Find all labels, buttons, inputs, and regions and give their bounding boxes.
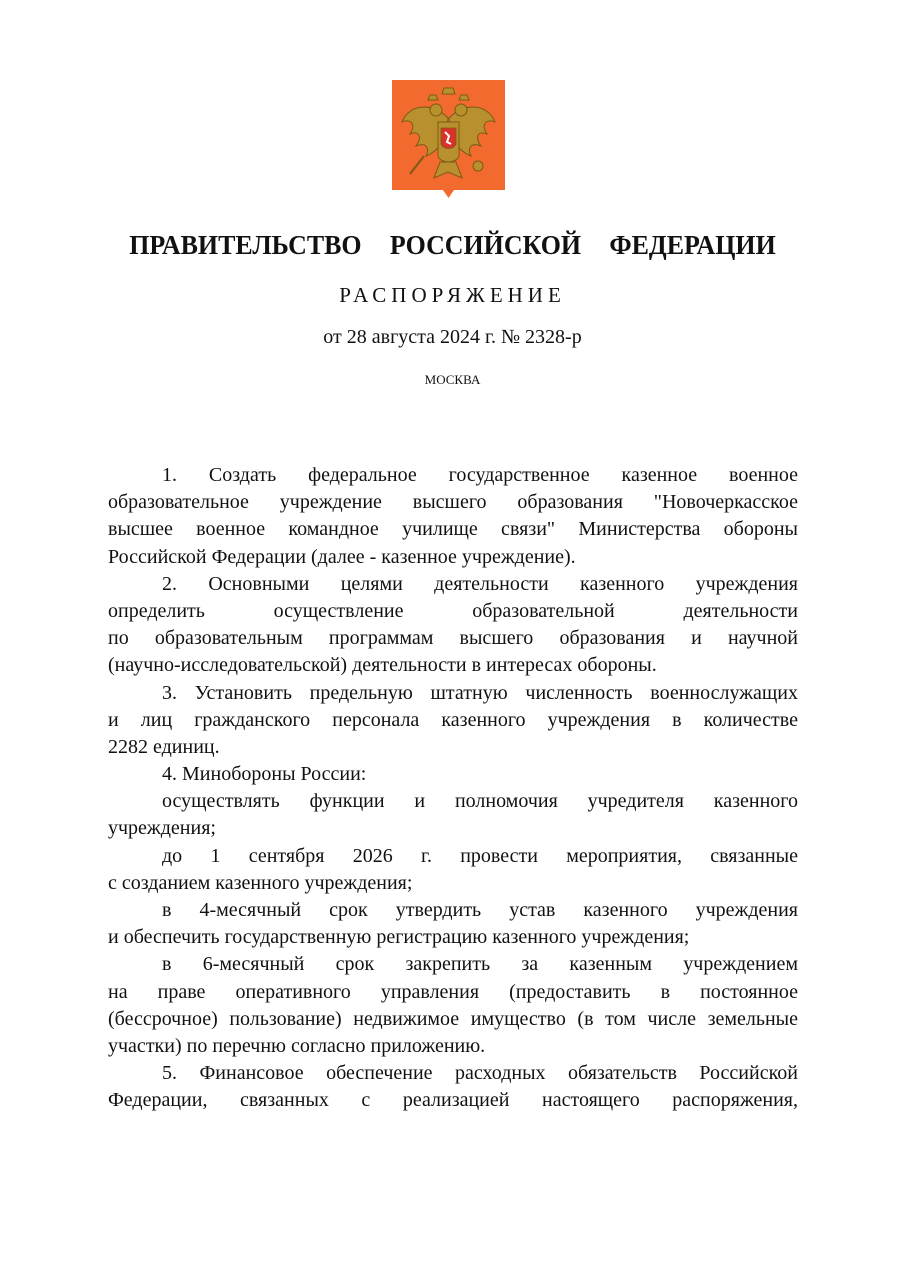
document-line: 1. Создать федеральное государственное казенное военное xyxy=(162,464,798,486)
document-line: на праве оперативного управления (предоставить в постоянное xyxy=(108,980,798,1003)
document-body xyxy=(108,462,798,1115)
document-line: по образовательным программам высшего образования и научной xyxy=(108,627,798,650)
coat-of-arms-emblem xyxy=(390,78,507,208)
document-line: и обеспечить государственную регистрацию казенного учреждения; xyxy=(108,926,690,949)
document-line: (бессрочное) пользование) недвижимое имущество (в том числе земельные xyxy=(108,1007,798,1030)
document-line: образовательное учреждение высшего образования "Новочеркасское xyxy=(108,491,798,514)
document-line: 2. Основными целями деятельности казенного учреждения xyxy=(162,572,798,595)
document-line: до 1 сентября 2026 г. провести мероприятия, связанные xyxy=(162,844,798,867)
document-line: Российской Федерации (далее - казенное учреждение). xyxy=(108,545,576,568)
document-type: РАСПОРЯЖЕНИЕ xyxy=(339,283,566,307)
document-line: 5. Финансовое обеспечение расходных обязательств Российской xyxy=(162,1062,798,1085)
page-title: ПРАВИТЕЛЬСТВО РОССИЙСКОЙ ФЕДЕРАЦИИ xyxy=(129,230,776,260)
document-line: 3. Установить предельную штатную численность военнослужащих xyxy=(162,681,798,704)
document-date-number: от 28 августа 2024 г. № 2328-р xyxy=(323,326,582,348)
document-line: участки) по перечню согласно приложению. xyxy=(108,1034,486,1057)
document-line: с созданием казенного учреждения; xyxy=(108,871,413,894)
document-line: 2282 единиц. xyxy=(108,735,220,758)
document-city: МОСКВА xyxy=(424,372,481,387)
document-line: высшее военное командное училище связи" Министерства обороны xyxy=(108,518,798,541)
document-line: 4. Минобороны России: xyxy=(162,763,367,786)
document-line: определить осуществление образовательной деятельности xyxy=(108,599,798,622)
document-line: и лиц гражданского персонала казенного учреждения в количестве xyxy=(108,708,798,731)
document-line: осуществлять функции и полномочия учредителя казенного xyxy=(162,790,798,813)
document-line: в 6-месячный срок закрепить за казенным учреждением xyxy=(162,953,798,976)
document-line: учреждения; xyxy=(108,817,216,840)
document-line: (научно-исследовательской) деятельности в интересах обороны. xyxy=(108,654,657,677)
coat-of-arms-icon xyxy=(390,78,507,208)
document-line: в 4-месячный срок утвердить устав казенного учреждения xyxy=(162,899,798,921)
document-line: Федерации, связанных с реализацией настоящего распоряжения, xyxy=(108,1089,798,1112)
